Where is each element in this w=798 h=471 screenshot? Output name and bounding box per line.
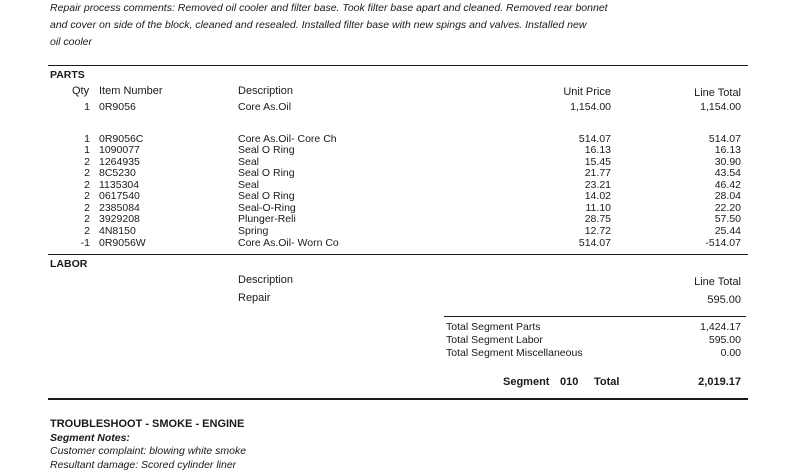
comment-line-1: Repair process comments: Removed oil cooler and filter base. Took filter base apart and cleaned. Removed rear bonnet <box>50 2 608 14</box>
customer-complaint: Customer complaint: blowing white smoke <box>50 445 247 457</box>
row-desc: Seal <box>238 155 260 168</box>
total-misc-label: Total Segment Miscellaneous <box>446 347 583 359</box>
row-line-total: 57.50 <box>714 213 741 225</box>
row-qty: -1 <box>80 236 90 249</box>
segment-label: Segment <box>503 376 550 388</box>
parts-heading: PARTS <box>50 69 85 81</box>
table-row <box>0 157 798 167</box>
row-unit-price: 15.45 <box>584 155 611 168</box>
row-unit-price: 11.10 <box>585 201 611 214</box>
row-line-total: 25.44 <box>714 225 741 237</box>
row-qty: 1 <box>84 132 90 145</box>
resultant-damage: Resultant damage: Scored cylinder liner <box>50 459 237 471</box>
row-desc: Seal O Ring <box>238 190 295 202</box>
row-line-total: 16.13 <box>714 144 741 156</box>
row-desc: Core As.Oil <box>238 101 292 113</box>
total-parts-value: 1,424.17 <box>700 321 741 333</box>
labor-col-line-total: Line Total <box>694 276 741 288</box>
comment-line-2: and cover on side of the block, cleaned and resealed. Installed filter base with new spings and valves. Installed new <box>50 19 587 31</box>
row-unit-price: 514.07 <box>578 132 611 145</box>
row-line-total: 1,154.00 <box>700 101 741 113</box>
row-unit-price: 16.13 <box>584 144 611 156</box>
row-qty: 1 <box>84 144 90 156</box>
segment-number: 010 <box>560 376 579 388</box>
total-labor-value: 595.00 <box>708 334 741 346</box>
row-line-total: 514.07 <box>708 132 741 145</box>
table-row <box>0 102 798 112</box>
comment-line-3: oil cooler <box>50 36 93 48</box>
row-unit-price: 21.77 <box>584 167 611 179</box>
labor-col-description: Description <box>238 274 294 286</box>
parts-top-rule <box>48 65 748 66</box>
table-row <box>0 214 798 224</box>
row-line-total: 46.42 <box>714 178 741 191</box>
row-line-total: -514.07 <box>705 236 741 249</box>
row-desc: Seal O Ring <box>238 144 295 156</box>
row-unit-price: 12.72 <box>584 225 611 237</box>
row-desc: Seal-O-Ring <box>238 201 296 214</box>
row-unit-price: 1,154.00 <box>570 101 611 113</box>
row-qty: 1 <box>84 101 90 113</box>
row-item: 1135304 <box>99 178 140 191</box>
total-labor-label: Total Segment Labor <box>446 334 543 346</box>
row-item: 1264935 <box>99 155 140 168</box>
col-qty: Qty <box>72 85 90 97</box>
labor-description: Repair <box>238 292 271 304</box>
row-unit-price: 514.07 <box>578 236 611 249</box>
total-misc-value: 0.00 <box>720 347 741 359</box>
row-unit-price: 28.75 <box>584 213 611 225</box>
row-item: 0617540 <box>99 190 140 202</box>
table-row <box>0 226 798 236</box>
col-description: Description <box>238 85 294 97</box>
section-divider <box>48 398 748 400</box>
table-row <box>0 134 798 144</box>
row-item: 8C5230 <box>99 167 136 179</box>
row-desc: Seal <box>238 178 260 191</box>
row-desc: Core As.Oil- Worn Co <box>238 236 339 249</box>
row-qty: 2 <box>84 201 90 214</box>
labor-top-rule <box>48 254 748 255</box>
row-qty: 2 <box>84 167 90 179</box>
row-desc: Seal O Ring <box>238 167 295 179</box>
total-parts-label: Total Segment Parts <box>446 321 541 333</box>
labor-line-total: 595.00 <box>707 294 741 306</box>
segment-total-value: 2,019.17 <box>698 376 741 388</box>
row-qty: 2 <box>84 225 90 237</box>
row-item: 0R9056W <box>99 236 146 249</box>
table-row <box>0 191 798 201</box>
segment-notes-label: Segment Notes: <box>50 432 130 444</box>
row-desc: Spring <box>238 225 269 237</box>
row-qty: 2 <box>84 178 90 191</box>
row-desc: Plunger-Reli <box>238 213 296 225</box>
row-line-total: 30.90 <box>714 155 741 168</box>
table-row <box>0 238 798 248</box>
row-unit-price: 14.02 <box>584 190 611 202</box>
row-item: 0R9056C <box>99 132 144 145</box>
col-line-total: Line Total <box>694 87 741 99</box>
row-item: 2385084 <box>99 201 140 214</box>
row-item: 4N8150 <box>99 225 136 237</box>
row-qty: 2 <box>84 213 90 225</box>
segment-total-label: Total <box>594 376 620 388</box>
table-row <box>0 145 798 155</box>
section-title: TROUBLESHOOT - SMOKE - ENGINE <box>50 418 245 430</box>
row-desc: Core As.Oil- Core Ch <box>238 132 337 145</box>
row-item: 3929208 <box>99 213 140 225</box>
col-item-number: Item Number <box>99 85 163 97</box>
table-row <box>0 180 798 190</box>
row-qty: 2 <box>84 155 90 168</box>
labor-heading: LABOR <box>50 258 88 270</box>
row-qty: 2 <box>84 190 90 202</box>
table-row <box>0 203 798 213</box>
row-line-total: 22.20 <box>714 201 741 214</box>
row-item: 0R9056 <box>99 101 136 113</box>
row-line-total: 43.54 <box>714 167 741 179</box>
col-unit-price: Unit Price <box>563 86 611 98</box>
row-item: 1090077 <box>99 144 140 156</box>
row-unit-price: 23.21 <box>584 178 611 191</box>
table-row <box>0 122 798 132</box>
row-line-total: 28.04 <box>714 190 741 202</box>
table-row <box>0 168 798 178</box>
summary-rule <box>444 316 746 317</box>
